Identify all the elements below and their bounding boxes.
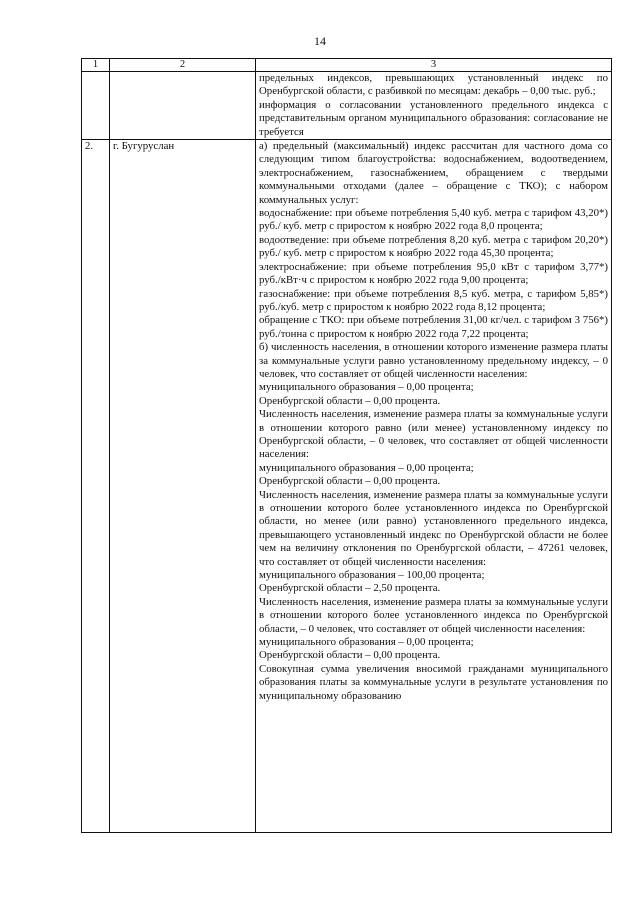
paragraph: Численность населения, изменение размера платы за коммунальные услуги в отношении которого более установленного индекса по Оренбургской области, – 0 человек, что составляет от общей численности населения: xyxy=(259,595,608,635)
table-row xyxy=(82,72,612,140)
paragraph: а) предельный (максимальный) индекс рассчитан для частного дома со следующим типом благоустройства: водоснабжением, водоотведением, электроснабжением, газоснабжением, обращением с твердыми коммунальными отходами (далее – обращение с ТКО); с набором коммунальных услуг: xyxy=(259,140,608,206)
paragraph: Оренбургской области – 2,50 процента. xyxy=(259,582,441,595)
paragraph: муниципального образования – 0,00 процента; xyxy=(259,461,474,474)
paragraph: муниципального образования – 0,00 процента; xyxy=(259,381,474,394)
row-number-cell: 2. xyxy=(82,140,110,833)
paragraph: б) численность населения, в отношении которого изменение размера платы за коммунальные услуги равно установленному предельному индексу, – 0 человек, что составляет от общей численности населения: xyxy=(259,341,608,380)
paragraph: водоотведение: при объеме потребления 8,20 куб. метра с тарифом 20,20*) руб./ куб. метр с приростом к ноябрю 2022 года 45,30 процента; xyxy=(259,233,608,260)
page-number: 14 xyxy=(314,34,326,48)
paragraph: информация о согласовании установленного предельного индекса с представительным органом муниципального образования: согласование не требуется xyxy=(259,98,608,138)
row-name-cell xyxy=(110,72,256,140)
table-row xyxy=(82,140,612,833)
header-cell-1: 1 xyxy=(82,59,110,72)
paragraph: Совокупная сумма увеличения вносимой гражданами муниципального образования платы за коммунальные услуги в результате установления по муниципальному образованию xyxy=(259,662,608,702)
row-content-cell xyxy=(256,72,612,140)
paragraph: газоснабжение: при объеме потребления 8,5 куб. метра, с тарифом 5,85*) руб./куб. метр с приростом к ноябрю 2022 года 8,12 процента; xyxy=(259,287,608,313)
table-header-row xyxy=(82,59,612,72)
paragraph: водоснабжение: при объеме потребления 5,40 куб. метра с тарифом 43,20*) руб./ куб. метр с приростом к ноябрю 2022 года 8,0 процента; xyxy=(259,207,608,233)
paragraph: электроснабжение: при объеме потребления 95,0 кВт с тарифом 3,77*) руб./кВт·ч с приростом к ноябрю 2022 года 9,00 процента; xyxy=(259,260,608,287)
paragraph: Численность населения, изменение размера платы за коммунальные услуги в отношении которого равно (или менее) установленному индексу по Оренбургской области, – 0 человек, что составляет от общей численности населения: xyxy=(259,408,608,461)
paragraph: муниципального образования – 100,00 процента; xyxy=(259,569,485,582)
header-cell-3: 3 xyxy=(256,59,612,72)
paragraph: предельных индексов, превышающих установленный индекс по Оренбургской области, с разбивкой по месяцам: декабрь – 0,00 тыс. руб.; xyxy=(259,72,608,98)
paragraph: Оренбургской области – 0,00 процента. xyxy=(259,475,441,488)
row-content-cell xyxy=(256,140,612,833)
paragraph: муниципального образования – 0,00 процента; xyxy=(259,636,474,649)
row-number-cell xyxy=(82,72,110,140)
paragraph: Оренбургской области – 0,00 процента. xyxy=(259,394,441,407)
header-cell-2: 2 xyxy=(110,59,256,72)
document-table xyxy=(81,58,612,833)
paragraph: Численность населения, изменение размера платы за коммунальные услуги в отношении которого более установленного индекса по Оренбургской области, но менее (или равно) установленного предельного индекса, превышающего установленный индекс по Оренбургской области не более чем на величину отклонения по Оренбургской области, – 47261 человек, что составляет от общей численности населения: xyxy=(259,488,608,568)
paragraph: Оренбургской области – 0,00 процента. xyxy=(259,649,441,662)
paragraph: обращение с ТКО: при объеме потребления 31,00 кг/чел. с тарифом 3 756*) руб./тонна с приростом к ноябрю 2022 года 7,22 процента; xyxy=(259,314,608,340)
municipality-name-cell: г. Бугуруслан xyxy=(110,140,256,833)
